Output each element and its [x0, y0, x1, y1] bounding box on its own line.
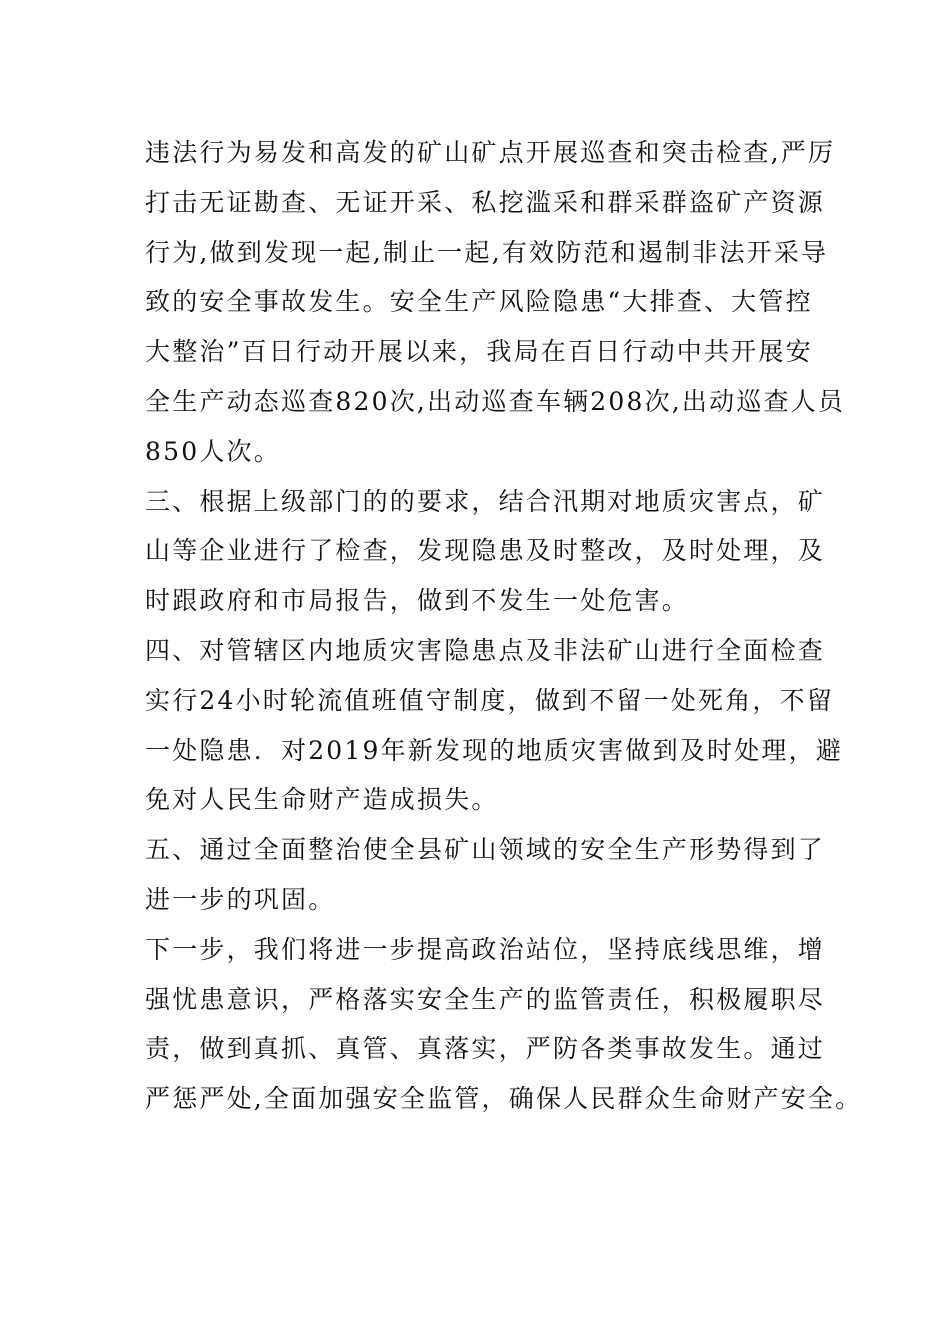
- text-line: 进一步的巩固。: [145, 884, 336, 914]
- text-line: 行为,做到发现一起,制止一起,有效防范和遏制非法开采导: [145, 237, 829, 267]
- text-line: 严惩严处,全面加强安全监管，确保人民群众生命财产安全。: [145, 1084, 863, 1114]
- text-line: 四、对管辖区内地质灾害隐患点及非法矿山进行全面检查: [145, 635, 826, 665]
- text-line: 责，做到真抓、真管、真落实，严防各类事故发生。通过: [145, 1034, 826, 1064]
- text-line: 大整治”百日行动开展以来，我局在百日行动中共开展安: [145, 337, 813, 367]
- text-line: 致的安全事故发生。安全生产风险隐患“大排查、大管控: [145, 287, 813, 317]
- text-line: 免对人民生命财产造成损失。: [145, 785, 499, 815]
- text-line: 三、根据上级部门的的要求，结合汛期对地质灾害点，矿: [145, 486, 826, 516]
- text-line: 一处隐患．对2019年新发现的地质灾害做到及时处理，避: [145, 735, 844, 765]
- text-line: 下一步，我们将进一步提高政治站位，坚持底线思维，增: [145, 934, 826, 964]
- text-line: 违法行为易发和高发的矿山矿点开展巡查和突击检查,严厉: [145, 138, 836, 167]
- text-line: 全生产动态巡查820次,出动巡查车辆208次,出动巡查人员: [145, 386, 846, 416]
- body-text: [145, 128, 863, 1124]
- text-line: 强忧患意识，严格落实安全生产的监管责任，积极履职尽: [145, 984, 826, 1014]
- text-line: 实行24小时轮流值班值守制度，做到不留一处死角，不留: [145, 685, 835, 715]
- text-line: 时跟政府和市局报告，做到不发生一处危害。: [145, 586, 690, 616]
- text-line: 打击无证勘查、无证开采、私挖滥采和群采群盗矿产资源: [145, 187, 826, 217]
- text-line: 五、通过全面整治使全县矿山领域的安全生产形势得到了: [145, 835, 826, 865]
- text-line: 850人次。: [145, 436, 281, 466]
- text-line: 山等企业进行了检查，发现隐患及时整改，及时处理，及: [145, 536, 826, 566]
